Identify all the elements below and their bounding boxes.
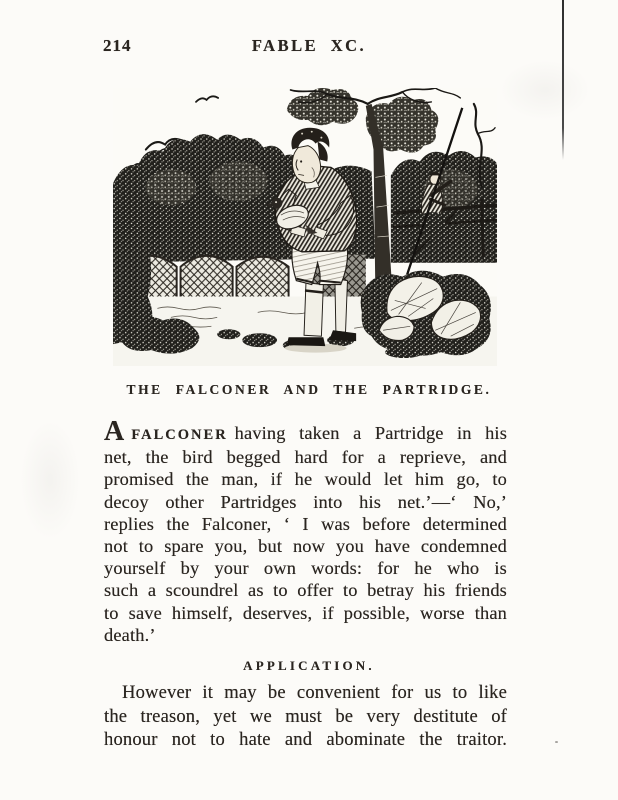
drop-initial: A [104,416,125,447]
application-line-2: the treason, yet we must be very destitute of [104,705,507,727]
fable-line-4: decoy other Partridges into his net.’—‘ No,’ [104,491,507,512]
fable-line-1-text: having taken a Partridge in his [234,423,507,443]
application-heading: APPLICATION. [243,658,375,673]
dock-leaves [361,271,491,356]
fable-line-7: yourself by your own words: for he who is [104,558,507,579]
application-text [104,681,507,752]
woodcut-illustration [113,88,497,366]
application-line-1: However it may be convenient for us to like [122,682,507,703]
paper-smudge [500,60,590,120]
fable-line-6: not to spare you, but now you have condemned [104,536,507,557]
fable-line-3: promised the man, if he would let him go, to [104,469,507,490]
fable-line-9: to save himself, deserves, if possible, worse than [104,602,507,623]
fable-line-1 [104,416,507,447]
fable-text [104,416,507,646]
fable-line-10: death.’ [104,624,156,645]
paper-smudge [20,420,80,540]
fable-line-8: such a scoundrel as to offer to betray his friends [104,580,507,601]
fable-line-2: net, the bird begged hard for a reprieve, and [104,447,507,468]
illustration-caption: THE FALCONER AND THE PARTRIDGE. [126,382,492,397]
application-line-3: honour not to hate and abominate the traitor. [104,729,507,751]
page-number: 214 [103,36,132,55]
first-word-smallcaps: FALCONER [131,427,228,443]
fable-line-5: replies the Falconer, ‘ I was before determined [104,513,507,534]
scan-artifact-dot [555,741,558,743]
falconer-engraving [113,88,497,366]
running-title: FABLE XC. [251,36,367,55]
